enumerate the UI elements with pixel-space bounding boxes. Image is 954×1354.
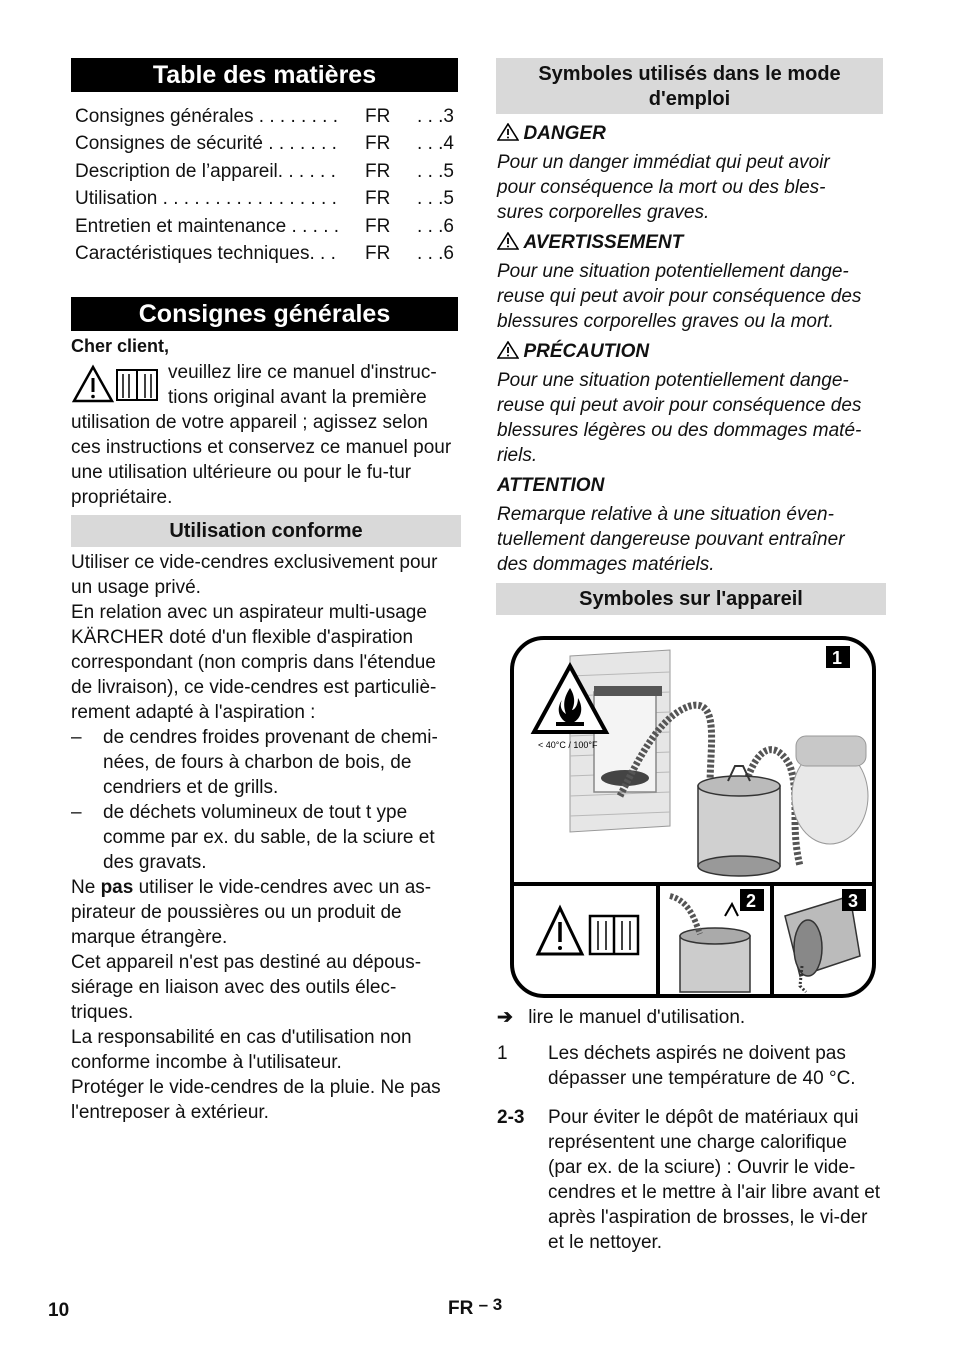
warning-heading: AVERTISSEMENT xyxy=(497,232,683,254)
toc-entry-page: . . .6 xyxy=(417,243,454,264)
general-title: Consignes générales xyxy=(71,297,458,331)
toc-entry-page: . . .5 xyxy=(417,188,454,210)
ash-vacuum-drawing xyxy=(698,766,780,876)
warning-icon xyxy=(497,341,519,359)
toc-entry-lang: FR xyxy=(365,243,391,264)
toc-entry[interactable] xyxy=(75,130,453,157)
figure-number-3: 3 xyxy=(848,891,859,911)
use-p5: La responsabilité en cas d'utilisation non conforme incombe à l'utilisateur. xyxy=(71,1027,412,1073)
toc-entry[interactable] xyxy=(75,158,453,185)
warning-icon xyxy=(497,123,519,141)
list-item: – de cendres froides provenant de chemi-nées, de fours à charbon de bois, de cendriers et de grills. xyxy=(71,727,438,798)
caution-text: Pour une situation potentiellement dange-reuse qui peut avoir pour conséquence des blessures légères ou des dommages maté-riels. xyxy=(497,370,862,466)
warning-text: Pour une situation potentiellement dange-reuse qui peut avoir pour conséquence des blessures corporelles graves ou la mort. xyxy=(497,261,862,332)
page-number: 10 xyxy=(48,1300,70,1321)
toc-entry-lang: FR xyxy=(365,160,391,182)
toc-entry-label: Consignes de sécurité . . . . . . . xyxy=(75,133,337,155)
toc-entry-page: . . .3 xyxy=(417,106,454,127)
toc-entry-label: Consignes générales . . . . . . . . xyxy=(75,106,338,127)
use-p1: Utiliser ce vide-cendres exclusivement pour un usage privé. xyxy=(71,552,438,598)
toc-entry-label: Description de l’appareil. . . . . . xyxy=(75,160,336,182)
toc-entry[interactable] xyxy=(75,103,453,130)
attention-heading: ATTENTION xyxy=(497,475,605,496)
arrow-right-icon: ➔ xyxy=(497,1007,513,1028)
warning-icon xyxy=(497,232,519,250)
symbols-title: Symboles utilisés dans le mode d'emploi xyxy=(496,58,883,114)
attention-text: Remarque relative à une situation éven-tuellement dangereuse pouvant entraîner des dommages matériels. xyxy=(497,504,845,575)
toc-entry-lang: FR xyxy=(365,215,391,237)
caution-heading: PRÉCAUTION xyxy=(497,341,649,363)
intro-rest: utilisation de votre appareil ; agissez selon ces instructions et conservez ce manuel pour une utilisation ultérieure ou pour le fu-tur propriétaire. xyxy=(71,412,452,508)
toc-entry-lang: FR xyxy=(365,133,391,155)
multipurpose-vacuum-drawing xyxy=(792,736,868,844)
item-1-number: 1 xyxy=(497,1043,508,1064)
use-title: Utilisation conforme xyxy=(71,515,461,547)
danger-heading: DANGER xyxy=(497,123,606,145)
intro-line-2: tions original avant la première xyxy=(168,387,427,408)
toc-entry-page: . . .6 xyxy=(417,215,454,237)
device-symbols-figure xyxy=(510,636,876,998)
figure-number-1: 1 xyxy=(832,648,843,668)
footer-lang: FR – 3 xyxy=(448,1295,503,1319)
item-1-text: Les déchets aspirés ne doivent pas dépasser une température de 40 °C. xyxy=(548,1043,856,1089)
toc-entry[interactable] xyxy=(75,240,453,267)
toc-entry-label: Utilisation . . . . . . . . . . . . . . . . . xyxy=(75,188,337,210)
use-p2: En relation avec un aspirateur multi-usage KÄRCHER doté d'un flexible d'aspiration correspondant (non compris dans l'étendue de livraison), ce vide-cendres est particuliè-rement adapté à l'aspiration : xyxy=(71,602,437,723)
toc-entry[interactable] xyxy=(75,185,453,212)
use-p4: Cet appareil n'est pas destiné au dépous-siérage en liaison avec des outils élec-triques. xyxy=(71,952,422,1023)
toc-entry-page: . . .5 xyxy=(417,160,454,182)
use-p3: Ne pas utiliser le vide-cendres avec un as-pirateur de poussières ou un produit de marque étrangère. xyxy=(71,877,432,948)
danger-text: Pour un danger immédiat qui peut avoir pour conséquence la mort ou des bles-sures corporelles graves. xyxy=(497,152,830,223)
intro-line-1: veuillez lire ce manuel d'instruc- xyxy=(168,362,437,383)
toc-entry[interactable] xyxy=(75,213,453,240)
read-manual-note: ➔ lire le manuel d'utilisation. xyxy=(497,1007,746,1028)
temperature-label: < 40°C / 100°F xyxy=(538,740,598,750)
list-item: – de déchets volumineux de tout t ype comme par ex. du sable, de la sciure et des gravats. xyxy=(71,802,435,873)
figure-number-2: 2 xyxy=(746,891,757,911)
greeting: Cher client, xyxy=(71,336,170,356)
item-2-text: Pour éviter le dépôt de matériaux qui représentent une charge calorifique (par ex. de la sciure) : Ouvrir le vide-cendres et le mettre à l'air libre avant et après l'aspiration de brosses, le vi-der et le nettoyer. xyxy=(548,1107,881,1253)
warning-read-manual-icon xyxy=(71,364,161,404)
toc-entry-label: Entretien et maintenance . . . . . xyxy=(75,215,340,237)
toc-entry-label: Caractéristiques techniques. . . xyxy=(75,243,336,264)
use-p6: Protéger le vide-cendres de la pluie. Ne pas l'entreposer à extérieur. xyxy=(71,1077,441,1123)
device-symbols-title: Symboles sur l'appareil xyxy=(496,583,886,615)
toc-entry-page: . . .4 xyxy=(417,133,454,155)
toc-entry-lang: FR xyxy=(365,106,391,127)
toc-entry-lang: FR xyxy=(365,188,391,210)
toc-title: Table des matières xyxy=(71,58,458,92)
item-2-number: 2-3 xyxy=(497,1107,525,1128)
